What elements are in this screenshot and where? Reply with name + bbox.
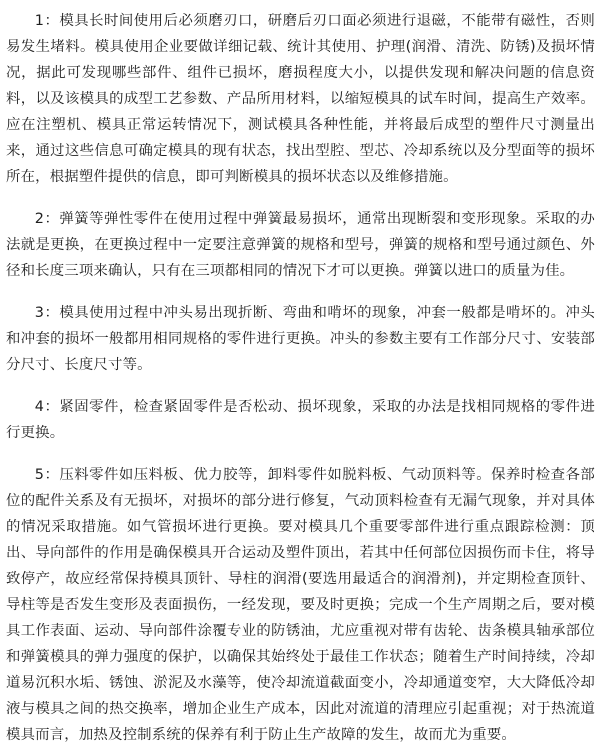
paragraph-5: 5：压料零件如压料板、优力胶等，卸料零件如脱料板、气动顶料等。保养时检查各部位的配件关系及有无损坏，对损坏的部分进行修复，气动顶料检查有无漏气现象，并对具体的情况采取措施。如气管损坏进行更换。要对模具几个重要零部件进行重点跟踪检测：顶出、导向部件的作用是确保模具开合运动及塑件顶出，若其中任何部位因损伤而卡住，将导致停产，故应经常保持模具顶针、导柱的润滑(要选用最适合的润滑剂)，并定期检查顶针、导柱等是否发生变形及表面损伤，一经发现，要及时更换；完成一个生产周期之后，要对模具工作表面、运动、导向部件涂覆专业的防锈油，尤应重视对带有齿轮、齿条模具轴承部位和弹簧模具的弹力强度的保护，以确保其始终处于最佳工作状态；随着生产时间持续，冷却道易沉积水垢、锈蚀、淤泥及水藻等，使冷却流道截面变小，冷却通道变窄，大大降低冷却液与模具之间的热交换率，增加企业生产成本，因此对流道的清理应引起重视；对于热流道模具而言，加热及控制系统的保养有利于防止生产故障的发生，故而尤为重要。 [6,467,595,743]
paragraph-4: 4：紧固零件，检查紧固零件是否松动、损坏现象，采取的办法是找相同规格的零件进行更换。 [6,399,595,441]
paragraph-1: 1：模具长时间使用后必须磨刃口，研磨后刃口面必须进行退磁，不能带有磁性，否则易发生堵料。模具使用企业要做详细记载、统计其使用、护理(润滑、清洗、防锈)及损坏情况，据此可发现哪些部件、组件已损坏，磨损程度大小，以提供发现和解决问题的信息资料，以及该模具的成型工艺参数、产品所用材料，以缩短模具的试车时间，提高生产效率。应在注塑机、模具正常运转情况下，测试模具各种性能，并将最后成型的塑件尺寸测量出来，通过这些信息可确定模具的现有状态，找出型腔、型芯、冷却系统以及分型面等的损坏所在，根据塑件提供的信息，即可判断模具的损坏状态以及维修措施。 [6,13,595,185]
paragraph-3: 3：模具使用过程中冲头易出现折断、弯曲和啃坏的现象，冲套一般都是啃坏的。冲头和冲套的损坏一般都用相同规格的零件进行更换。冲头的参数主要有工作部分尺寸、安装部分尺寸、长度尺寸等。 [6,305,595,373]
paragraph-2: 2：弹簧等弹性零件在使用过程中弹簧最易损坏，通常出现断裂和变形现象。采取的办法就是更换，在更换过程中一定要注意弹簧的规格和型号，弹簧的规格和型号通过颜色、外径和长度三项来确认，只有在三项都相同的情况下才可以更换。弹簧以进口的质量为佳。 [6,211,595,279]
